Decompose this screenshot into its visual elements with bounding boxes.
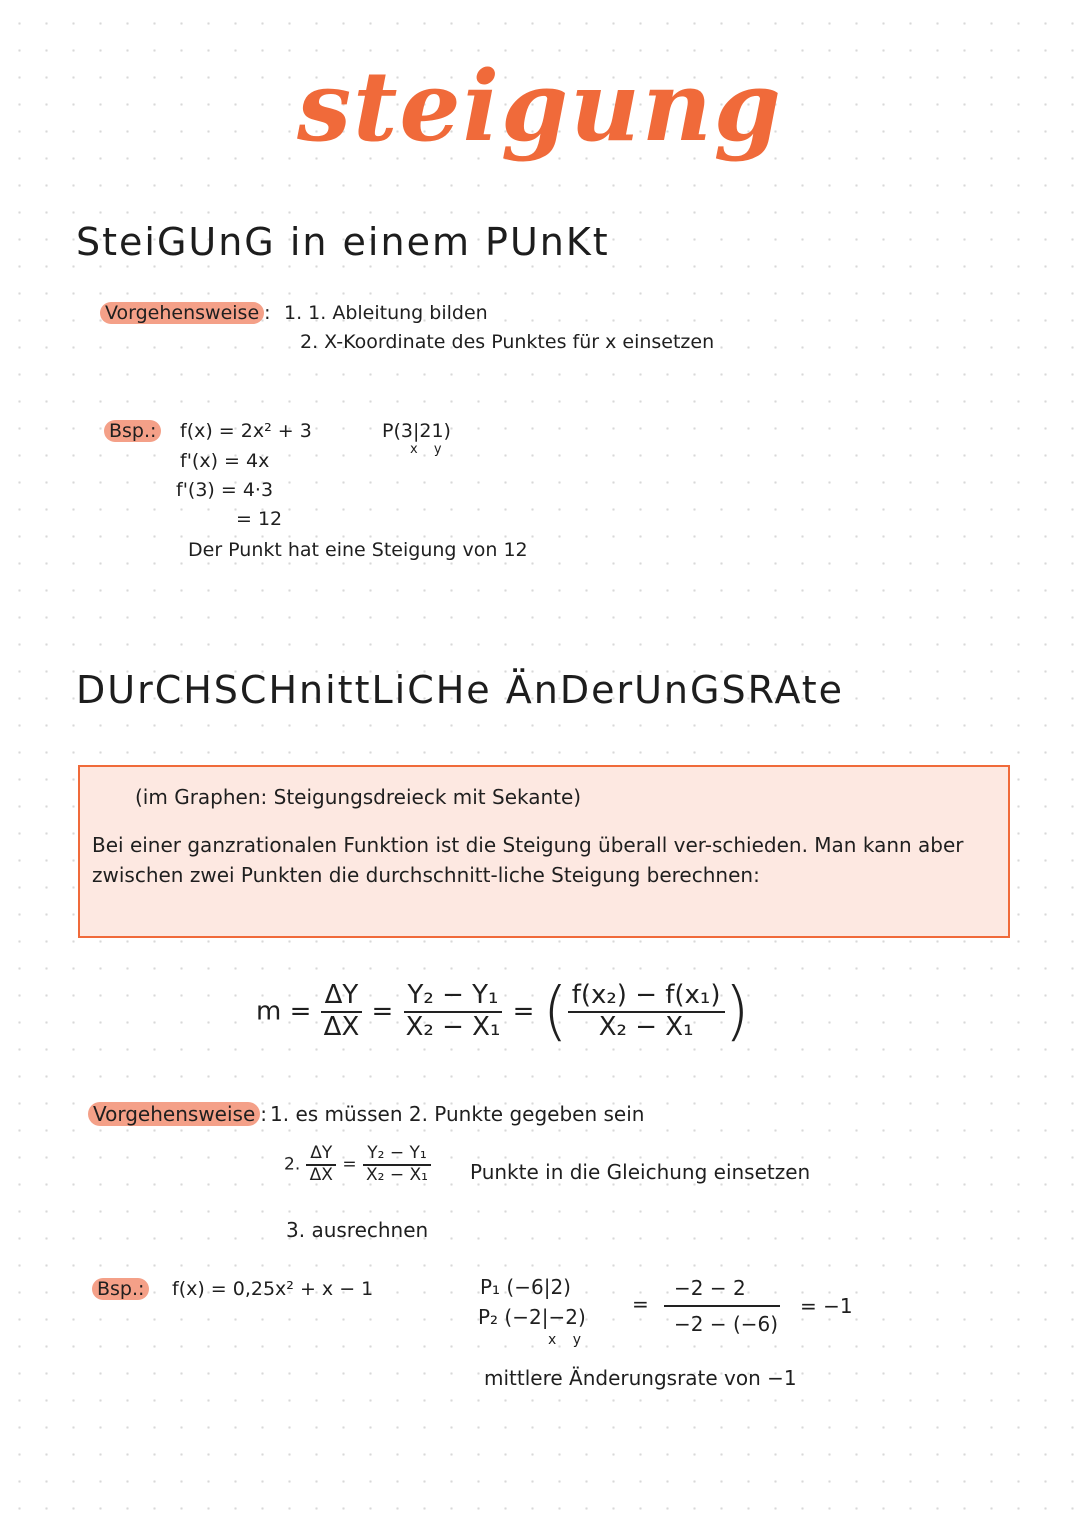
step2-coordinate-fraction bbox=[362, 1144, 432, 1185]
procedure-label bbox=[100, 302, 271, 324]
formula-x-difference: X₂ − X₁ bbox=[405, 1012, 501, 1042]
step2-delta-x: ΔX bbox=[309, 1164, 333, 1185]
example-result: = 12 bbox=[236, 508, 283, 530]
example-point: P(3|21) bbox=[382, 420, 451, 442]
procedure-label-text: Vorgehensweise bbox=[100, 302, 264, 324]
example-function: f(x) = 2x² + 3 bbox=[180, 420, 312, 442]
formula-y-difference: Y₂ − Y₁ bbox=[404, 981, 503, 1013]
example-derivative-at-3: f'(3) = 4·3 bbox=[176, 479, 274, 501]
section-heading-steigung-punkt: SteiGUnG in einem PUnKt bbox=[76, 220, 610, 264]
example2-xy: x y bbox=[548, 1332, 588, 1348]
definition-box-text: Bei einer ganzrationalen Funktion ist die Steigung überall ver-schieden. Man kann aber zwischen zwei Punkten die durchschnitt-liche Steigung berechnen: bbox=[92, 833, 964, 887]
example2-label-text: Bsp.: bbox=[92, 1278, 149, 1300]
procedure2-step-1: 1. es müssen 2. Punkte gegeben sein bbox=[270, 1102, 645, 1126]
difference-quotient-formula bbox=[256, 975, 750, 1049]
example2-point-2: P₂ (−2|−2) bbox=[478, 1305, 586, 1329]
formula-delta-fraction bbox=[320, 981, 364, 1043]
procedure-step-2: 2. X-Koordinate des Punktes für x einsetzen bbox=[300, 331, 715, 353]
example-point-xy: x y bbox=[410, 442, 448, 457]
definition-box-graph-note: (im Graphen: Steigungsdreieck mit Sekante) bbox=[135, 785, 582, 809]
procedure2-sep: : bbox=[260, 1102, 268, 1126]
formula-equals-2: = bbox=[512, 996, 535, 1027]
procedure2-label bbox=[88, 1102, 267, 1126]
example2-function: f(x) = 0,25x² + x − 1 bbox=[172, 1278, 374, 1300]
formula-x-difference-2: X₂ − X₁ bbox=[598, 1012, 694, 1042]
formula-delta-x: ΔX bbox=[323, 1012, 360, 1042]
example-label bbox=[104, 420, 161, 442]
example2-fraction-bar bbox=[664, 1305, 780, 1307]
formula-close-paren: ) bbox=[724, 975, 750, 1049]
section-heading-aenderungsrate: DUrCHSCHnittLiCHe ÄnDerUnGSRAte bbox=[76, 668, 845, 712]
example2-conclusion: mittlere Änderungsrate von −1 bbox=[484, 1366, 797, 1390]
example-label-text: Bsp.: bbox=[104, 420, 161, 442]
formula-delta-y: ΔY bbox=[321, 981, 363, 1013]
example-derivative: f'(x) = 4x bbox=[180, 450, 270, 472]
procedure2-step-2 bbox=[284, 1144, 432, 1185]
procedure-sep: : bbox=[264, 302, 271, 324]
formula-coordinate-fraction bbox=[402, 981, 505, 1043]
procedure2-step-2-text: Punkte in die Gleichung einsetzen bbox=[470, 1160, 811, 1184]
formula-m: m = bbox=[256, 996, 312, 1027]
example2-calc-den: −2 − (−6) bbox=[674, 1312, 779, 1336]
step2-delta-y: ΔY bbox=[306, 1144, 336, 1166]
procedure2-step-3: 3. ausrechnen bbox=[286, 1218, 429, 1242]
example2-equals: = bbox=[632, 1292, 649, 1316]
step2-delta-fraction bbox=[306, 1144, 337, 1185]
formula-open-paren: ( bbox=[542, 975, 568, 1049]
example2-result: = −1 bbox=[800, 1294, 853, 1318]
step2-x-difference: X₂ − X₁ bbox=[365, 1164, 428, 1185]
formula-f-difference: f(x₂) − f(x₁) bbox=[568, 981, 725, 1013]
step2-y-difference: Y₂ − Y₁ bbox=[363, 1144, 430, 1166]
page-title: steigung bbox=[297, 50, 783, 163]
formula-function-fraction bbox=[568, 981, 725, 1043]
example2-label bbox=[92, 1278, 149, 1300]
step2-equals: = bbox=[342, 1154, 357, 1175]
formula-equals-1: = bbox=[371, 996, 394, 1027]
example2-calc-num: −2 − 2 bbox=[674, 1276, 746, 1300]
example-conclusion: Der Punkt hat eine Steigung von 12 bbox=[188, 539, 528, 561]
example2-point-1: P₁ (−6|2) bbox=[480, 1275, 571, 1299]
step2-num: 2. bbox=[284, 1154, 301, 1175]
procedure2-label-text: Vorgehensweise bbox=[88, 1102, 260, 1126]
procedure-step-1: 1. 1. Ableitung bilden bbox=[284, 302, 488, 324]
